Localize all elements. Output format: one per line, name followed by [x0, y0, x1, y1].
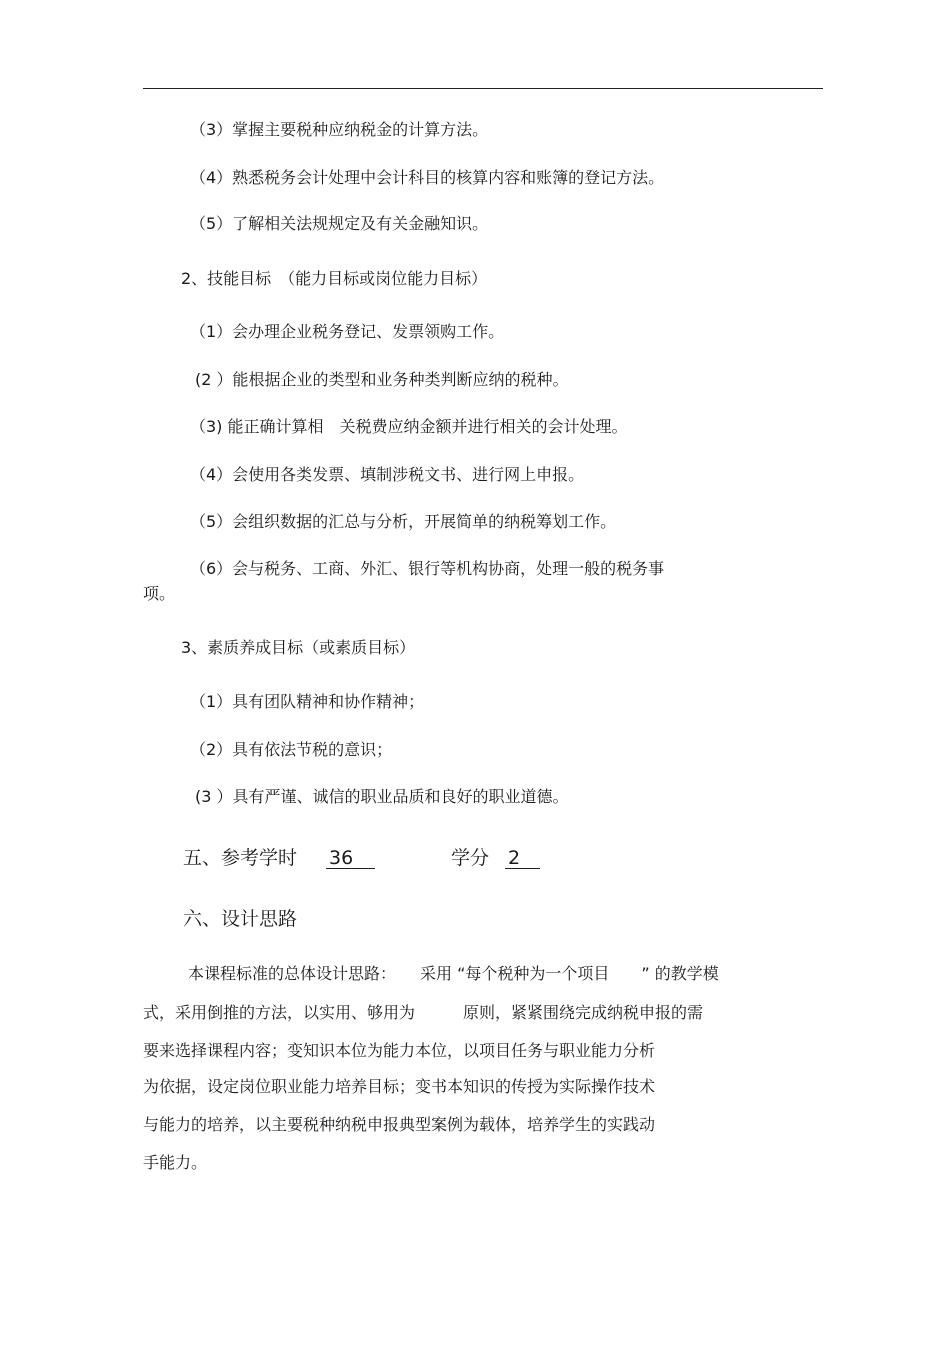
quality-heading: 3、素质养成目标（或素质目标）: [181, 638, 416, 657]
credit-value-text: 2: [505, 848, 540, 869]
skill-item-4: （4）会使用各类发票、填制涉税文书、进行网上申报。: [190, 465, 585, 484]
skill-item-6-continued: 项。: [143, 584, 176, 603]
skill-item-3: （3) 能正确计算相 关税费应纳金额并进行相关的会计处理。: [190, 417, 628, 436]
reference-hours-value: [326, 846, 375, 870]
skill-item-2: (2 ）能根据企业的类型和业务种类判断应纳的税种。: [195, 370, 569, 389]
skill-item-6: （6）会与税务、工商、外汇、银行等机构协商，处理一般的税务事: [190, 559, 665, 578]
knowledge-item-4: （4）熟悉税务会计处理中会计科目的核算内容和账簿的登记方法。: [190, 168, 665, 187]
design-paragraph-line-4: 为依据，设定岗位职业能力培养目标；变书本知识的传授为实际操作技术: [143, 1077, 656, 1096]
hours-value-text: 36: [326, 848, 375, 869]
credit-label: 学分: [451, 847, 490, 869]
skill-heading: 2、技能目标 （能力目标或岗位能力目标）: [181, 269, 488, 288]
reference-hours-label: 五、参考学时: [183, 847, 298, 869]
design-paragraph-line-3: 要来选择课程内容；变知识本位为能力本位，以项目任务与职业能力分析: [143, 1041, 656, 1060]
quality-item-1: （1）具有团队精神和协作精神；: [190, 692, 425, 711]
credit-value: [505, 846, 540, 870]
quality-item-2: （2）具有依法节税的意识；: [190, 740, 393, 759]
design-heading: 六、设计思路: [183, 908, 298, 930]
quality-item-3: (3 ）具有严谨、诚信的职业品质和良好的职业道德。: [195, 787, 569, 806]
skill-item-1: （1）会办理企业税务登记、发票领购工作。: [190, 322, 505, 341]
knowledge-item-3: （3）掌握主要税种应纳税金的计算方法。: [190, 120, 489, 139]
design-paragraph-line-1: 本课程标准的总体设计思路： 采用 “每个税种为一个项目 ” 的教学模: [188, 964, 719, 983]
design-paragraph-line-2: 式，采用倒推的方法，以实用、够用为 原则，紧紧围绕完成纳税申报的需: [143, 1003, 704, 1022]
design-paragraph-line-5: 与能力的培养，以主要税种纳税申报典型案例为载体，培养学生的实践动: [143, 1115, 656, 1134]
knowledge-item-5: （5）了解相关法规规定及有关金融知识。: [190, 214, 489, 233]
design-paragraph-line-6: 手能力。: [143, 1153, 208, 1172]
header-rule: [143, 88, 823, 89]
skill-item-5: （5）会组织数据的汇总与分析，开展简单的纳税筹划工作。: [190, 512, 617, 531]
